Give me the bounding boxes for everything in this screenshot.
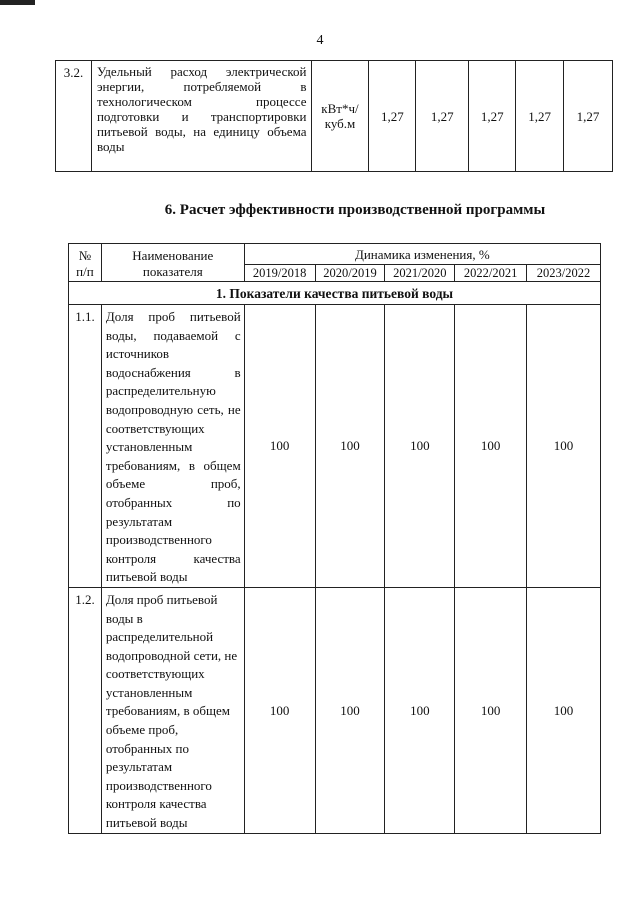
value-cell: 1,27 <box>369 61 416 172</box>
unit-cell <box>311 61 369 172</box>
header-num-line-2: п/п <box>76 264 94 279</box>
value-cell: 1,27 <box>416 61 469 172</box>
value-cell: 1,27 <box>564 61 613 172</box>
value-cell: 1,27 <box>516 61 564 172</box>
value-cell: 100 <box>527 587 601 833</box>
row-number: 3.2. <box>56 61 92 172</box>
page-number: 4 <box>316 33 324 48</box>
value-cell: 100 <box>244 305 315 588</box>
value-cell: 100 <box>315 587 385 833</box>
table-row <box>69 587 601 833</box>
header-num-line-1: № <box>78 248 92 263</box>
group-row <box>69 282 601 305</box>
value-cell: 100 <box>244 587 315 833</box>
header-row <box>69 244 601 265</box>
value-cell: 100 <box>455 587 527 833</box>
indicator-name: Доля проб питьевой воды, подаваемой с источников водоснабжения в распределительную водопроводную сеть, не соответствующих установленным требованиям, в общем объеме проб, отобранных по результатам производственного контроля качества питьевой воды <box>101 305 244 588</box>
indicator-table-continuation <box>55 60 613 172</box>
header-num <box>69 244 102 282</box>
table-row <box>56 61 613 172</box>
unit-line-2: куб.м <box>324 116 356 131</box>
header-name <box>101 244 244 282</box>
value-cell: 100 <box>385 587 455 833</box>
value-cell: 100 <box>455 305 527 588</box>
indicator-name: Доля проб питьевой воды в распределительной водопроводной сети, не соответствующих установленным требованиям, в общем объеме проб, отобранных по результатам производственного контроля качества питьевой воды <box>101 587 244 833</box>
value-cell: 100 <box>527 305 601 588</box>
year-header: 2020/2019 <box>315 265 385 282</box>
group-title: 1. Показатели качества питьевой воды <box>69 282 601 305</box>
year-header: 2023/2022 <box>527 265 601 282</box>
corner-scan-mark <box>0 0 35 5</box>
table-row <box>69 305 601 588</box>
section-title: 6. Расчет эффективности производственной программы <box>164 202 546 218</box>
efficiency-table <box>68 243 601 834</box>
header-name-line-1: Наименование <box>132 248 214 263</box>
value-cell: 1,27 <box>469 61 516 172</box>
row-number: 1.2. <box>69 587 102 833</box>
unit-line-1: кВт*ч/ <box>321 101 359 116</box>
header-name-line-2: показателя <box>142 264 203 279</box>
year-header: 2019/2018 <box>244 265 315 282</box>
indicator-name: Удельный расход электрической энергии, потребляемой в технологическом процессе подготовки и транспортировки питьевой воды, на единицу объема воды <box>91 61 311 172</box>
year-header: 2022/2021 <box>455 265 527 282</box>
value-cell: 100 <box>385 305 455 588</box>
year-header: 2021/2020 <box>385 265 455 282</box>
row-number: 1.1. <box>69 305 102 588</box>
header-dynamics: Динамика изменения, % <box>244 244 600 265</box>
value-cell: 100 <box>315 305 385 588</box>
